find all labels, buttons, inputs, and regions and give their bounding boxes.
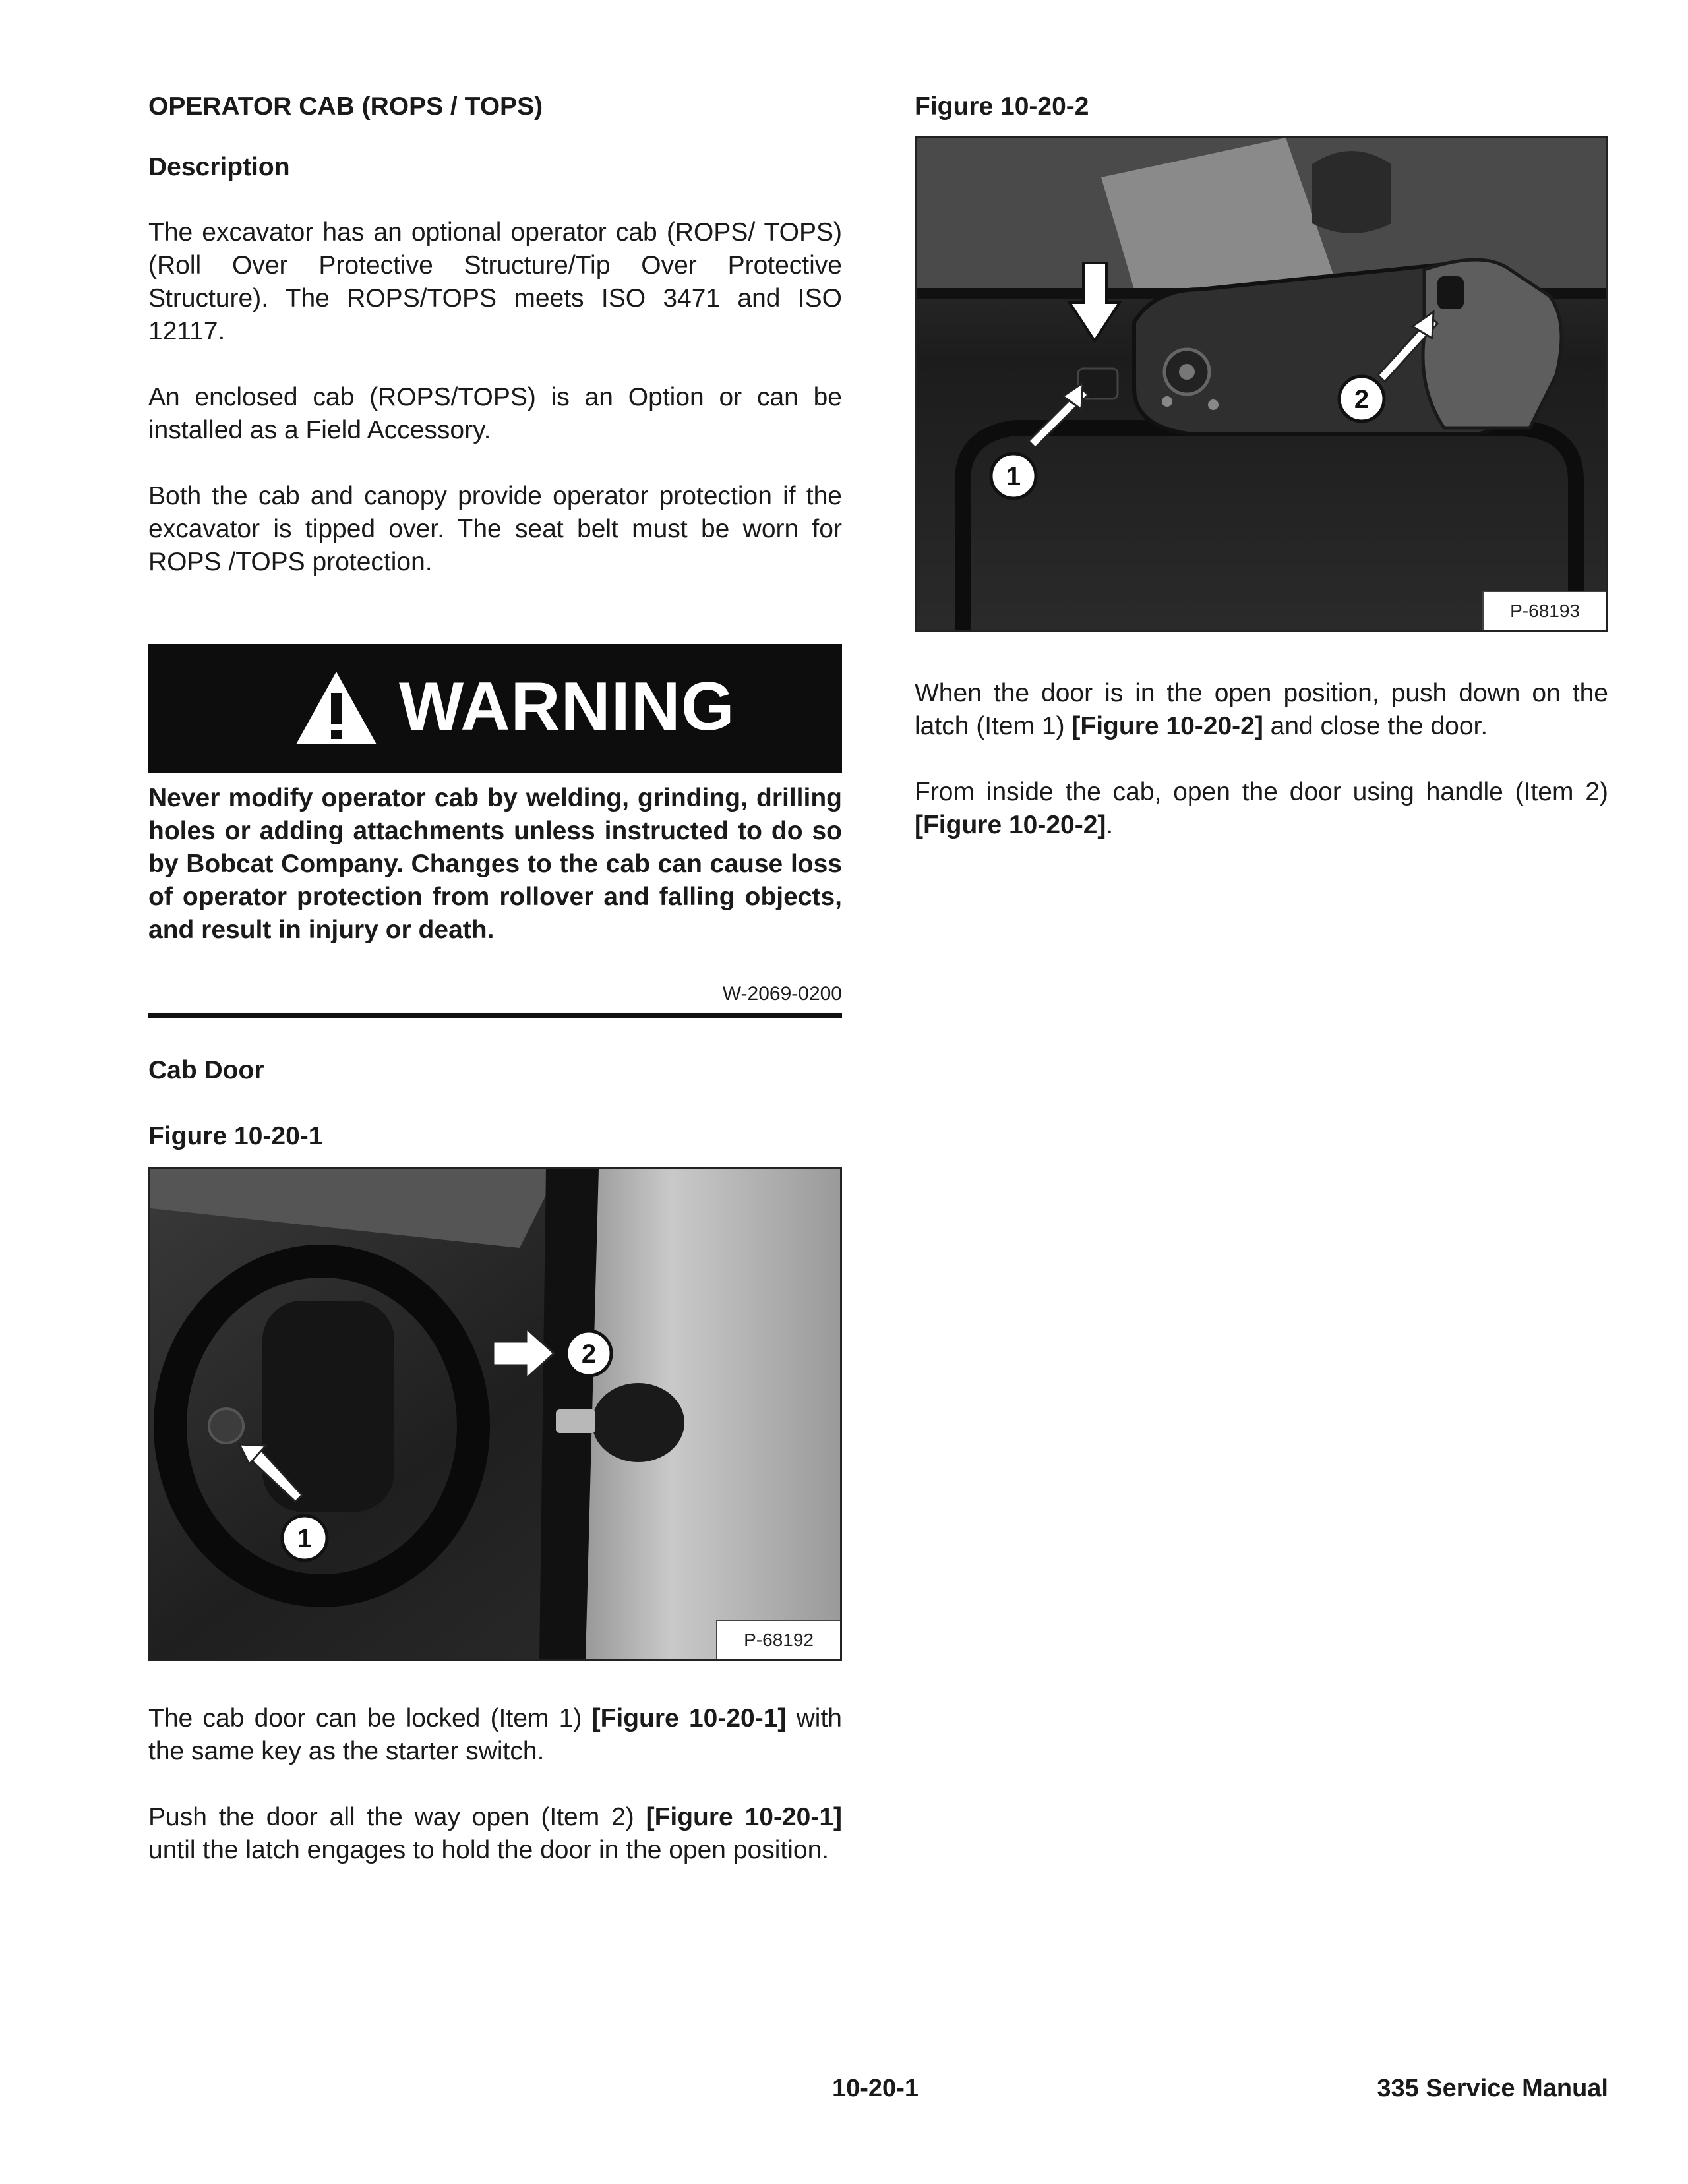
figure-2-callout-1: 1 — [1006, 462, 1021, 491]
figure-1-ref-2: [Figure 10-20-1] — [646, 1803, 843, 1831]
paragraph-handle: From inside the cab, open the door using handle (Item 2) [Figure 10-20-2]. — [915, 778, 1608, 839]
paragraph-open: Push the door all the way open (Item 2) [Figure 10-20-1] until the latch engages to hold the door in the open position. — [148, 1803, 843, 1864]
figure-1-ref: [Figure 10-20-1] — [591, 1704, 787, 1732]
figure-2-code: P-68193 — [1482, 591, 1606, 630]
description-heading: Description — [148, 153, 290, 181]
figure-2-ref: [Figure 10-20-2] — [1071, 712, 1263, 740]
warning-divider — [148, 1013, 842, 1018]
figure-2-callout-2: 2 — [1354, 385, 1370, 414]
paragraph-close-door: When the door is in the open position, push down on the latch (Item 1) [Figure 10-20-2] and close the door. — [915, 679, 1608, 740]
warning-triangle-icon — [293, 669, 379, 747]
figure-1-code: P-68192 — [716, 1620, 840, 1659]
paragraph-option: An enclosed cab (ROPS/TOPS) is an Option or can be installed as a Field Accessory. — [148, 383, 842, 444]
figure-2-ref-2: [Figure 10-20-2] — [915, 811, 1106, 839]
manual-title: 335 Service Manual — [1377, 2075, 1608, 2102]
figure-1-label: Figure 10-20-1 — [148, 1122, 323, 1150]
page-number: 10-20-1 — [832, 2075, 919, 2102]
section-title: OPERATOR CAB (ROPS / TOPS) — [148, 92, 543, 121]
figure-1-photo — [148, 1167, 842, 1661]
paragraph-intro: The excavator has an optional operator cab (ROPS/ TOPS) (Roll Over Protective Structure/Tip Over Protective Structure). The ROPS/TOPS meets ISO 3471 and ISO 12117. — [148, 218, 842, 345]
warning-code: W-2069-0200 — [722, 983, 842, 1005]
figure-1-callout-2: 2 — [581, 1340, 597, 1369]
warning-title: WARNING — [399, 668, 735, 745]
warning-text: Never modify operator cab by welding, grinding, drilling holes or adding attachments unless instructed to do so by Bobcat Company. Changes to the cab can cause loss of operator protection from rollover and falling objects, and result in injury or death. — [148, 784, 842, 944]
warning-banner — [148, 644, 842, 773]
figure-1-callout-1: 1 — [297, 1524, 313, 1553]
cab-door-heading: Cab Door — [148, 1056, 264, 1084]
paragraph-lock: The cab door can be locked (Item 1) [Figure 10-20-1] with the same key as the starter switch. — [148, 1704, 842, 1765]
paragraph-protection: Both the cab and canopy provide operator protection if the excavator is tipped over. The seat belt must be worn for ROPS /TOPS protection. — [148, 482, 842, 576]
figure-2-label: Figure 10-20-2 — [915, 92, 1089, 121]
figure-2-photo — [915, 136, 1608, 632]
